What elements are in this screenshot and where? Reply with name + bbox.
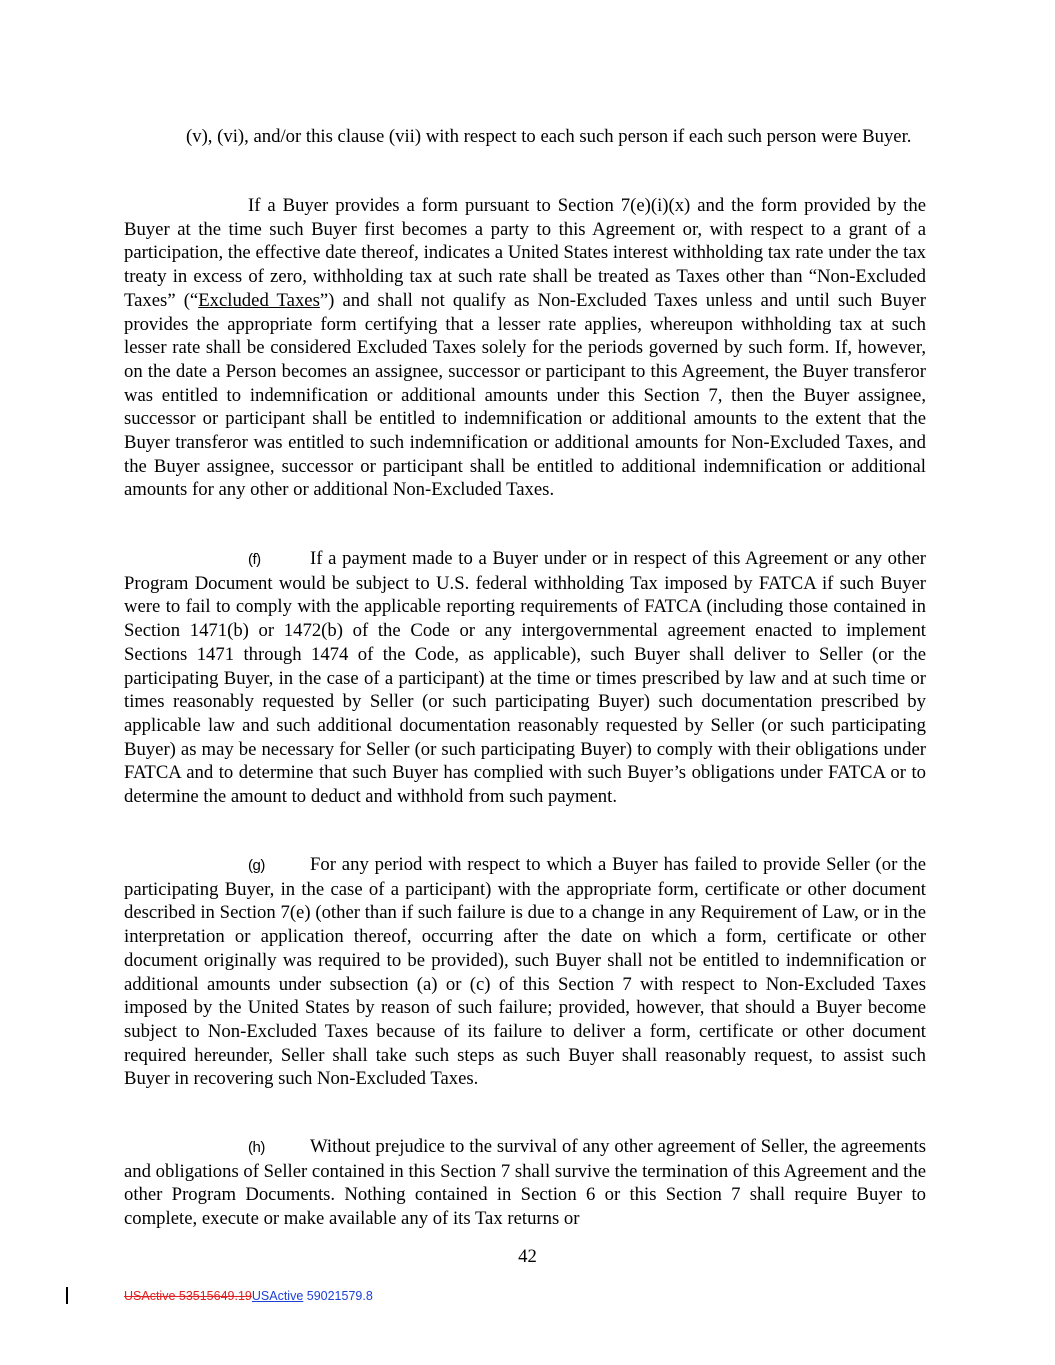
- deleted-document-id: USActive 53515649.19: [124, 1289, 252, 1303]
- section-g-label: (g): [248, 857, 265, 874]
- section-h-label: (h): [248, 1139, 265, 1156]
- section-g-paragraph: [124, 853, 926, 1091]
- section-f-label: (f): [248, 551, 261, 568]
- section-h-paragraph: [124, 1135, 926, 1231]
- continued-clause-paragraph: [186, 125, 926, 149]
- section-g-text: For any period with respect to which a Buyer has failed to provide Seller (or the participating Buyer, in the case of a participant) with the appropriate form, certificate or other document described in Section 7(e) (other than if such failure is due to a change in any Requirement of Law, or in the interpretation or application thereof, occurring after the date on which a form, certificate or other document originally was required to be provided), such Buyer shall not be entitled to indemnification or additional amounts under subsection (a) or (c) of this Section 7 with respect to Non-Excluded Taxes imposed by the United States by reason of such failure; provided, however, that should a Buyer become subject to Non-Excluded Taxes because of its failure to deliver a form, certificate or other document required hereunder, Seller shall take such steps as such Buyer shall reasonably request, to assist such Buyer in recovering such Non-Excluded Taxes.: [124, 854, 926, 1090]
- section-f-text: If a payment made to a Buyer under or in respect of this Agreement or any other Program Document would be subject to U.S. federal withholding Tax imposed by FATCA if such Buyer were to fail to comply with the applicable reporting requirements of FATCA (including those contained in Section 1471(b) or 1472(b) of the Code or any intergovernmental agreement enacted to implement Sections 1471 through 1474 of the Code, as applicable), such Buyer shall deliver to Seller (or the participating Buyer, in the case of a participant) at the time or times prescribed by law and at such time or times reasonably requested by Seller (or such participating Buyer) such documentation prescribed by applicable law and such additional documentation reasonably requested by Seller (or such participating Buyer) as may be necessary for Seller (or such participating Buyer) to comply with their obligations under FATCA and to determine that such Buyer has complied with such Buyer’s obligations under FATCA or to determine the amount to deduct and withhold from such payment.: [124, 548, 926, 808]
- paragraph-e-text-part2: ”) and shall not qualify as Non-Excluded Taxes unless and until such Buyer provides the appropriate form certifying that a lesser rate applies, whereupon withholding tax at such lesser rate shall be considered Excluded Taxes solely for the periods governed by such form. If, however, on the date a Person becomes an assignee, successor or participant to this Agreement, the Buyer transferor was entitled to indemnification or additional amounts under this Section 7, then the Buyer assignee, successor or participant shall be entitled to indemnification or additional amounts to the extent that the Buyer transferor was entitled to such indemnification or additional amounts for Non-Excluded Taxes, and the Buyer assignee, successor or participant shall be entitled to additional indemnification or additional amounts for any other or additional Non-Excluded Taxes.: [124, 289, 926, 501]
- inserted-document-label: USActive: [251, 1289, 304, 1303]
- page-number: 42: [518, 1246, 537, 1267]
- excluded-taxes-paragraph: [124, 194, 926, 502]
- section-f-paragraph: [124, 547, 926, 809]
- continued-clause-text: (v), (vi), and/or this clause (vii) with respect to each such person if each such person were Buyer.: [186, 126, 912, 147]
- inserted-document-number: 59021579.8: [303, 1289, 373, 1303]
- document-id-footer: [124, 1289, 373, 1303]
- change-bar: [66, 1287, 68, 1304]
- section-h-text: Without prejudice to the survival of any other agreement of Seller, the agreements and obligations of Seller contained in this Section 7 shall survive the termination of this Agreement and the other Program Documents. Nothing contained in Section 6 or this Section 7 shall require Buyer to complete, execute or make available any of its Tax returns or: [124, 1136, 926, 1230]
- defined-term-excluded-taxes: Excluded Taxes: [198, 289, 320, 311]
- paragraph-e-text-part1: If a Buyer provides a form pursuant to Section 7(e)(i)(x) and the form provided by the Buyer at the time such Buyer first becomes a party to this Agreement or, with respect to a grant of a participation, the effective date thereof, indicates a United States interest withholding tax rate under the tax treaty in excess of zero, withholding tax at such rate shall be treated as Taxes other than “Non-Excluded Taxes” (“: [124, 195, 926, 311]
